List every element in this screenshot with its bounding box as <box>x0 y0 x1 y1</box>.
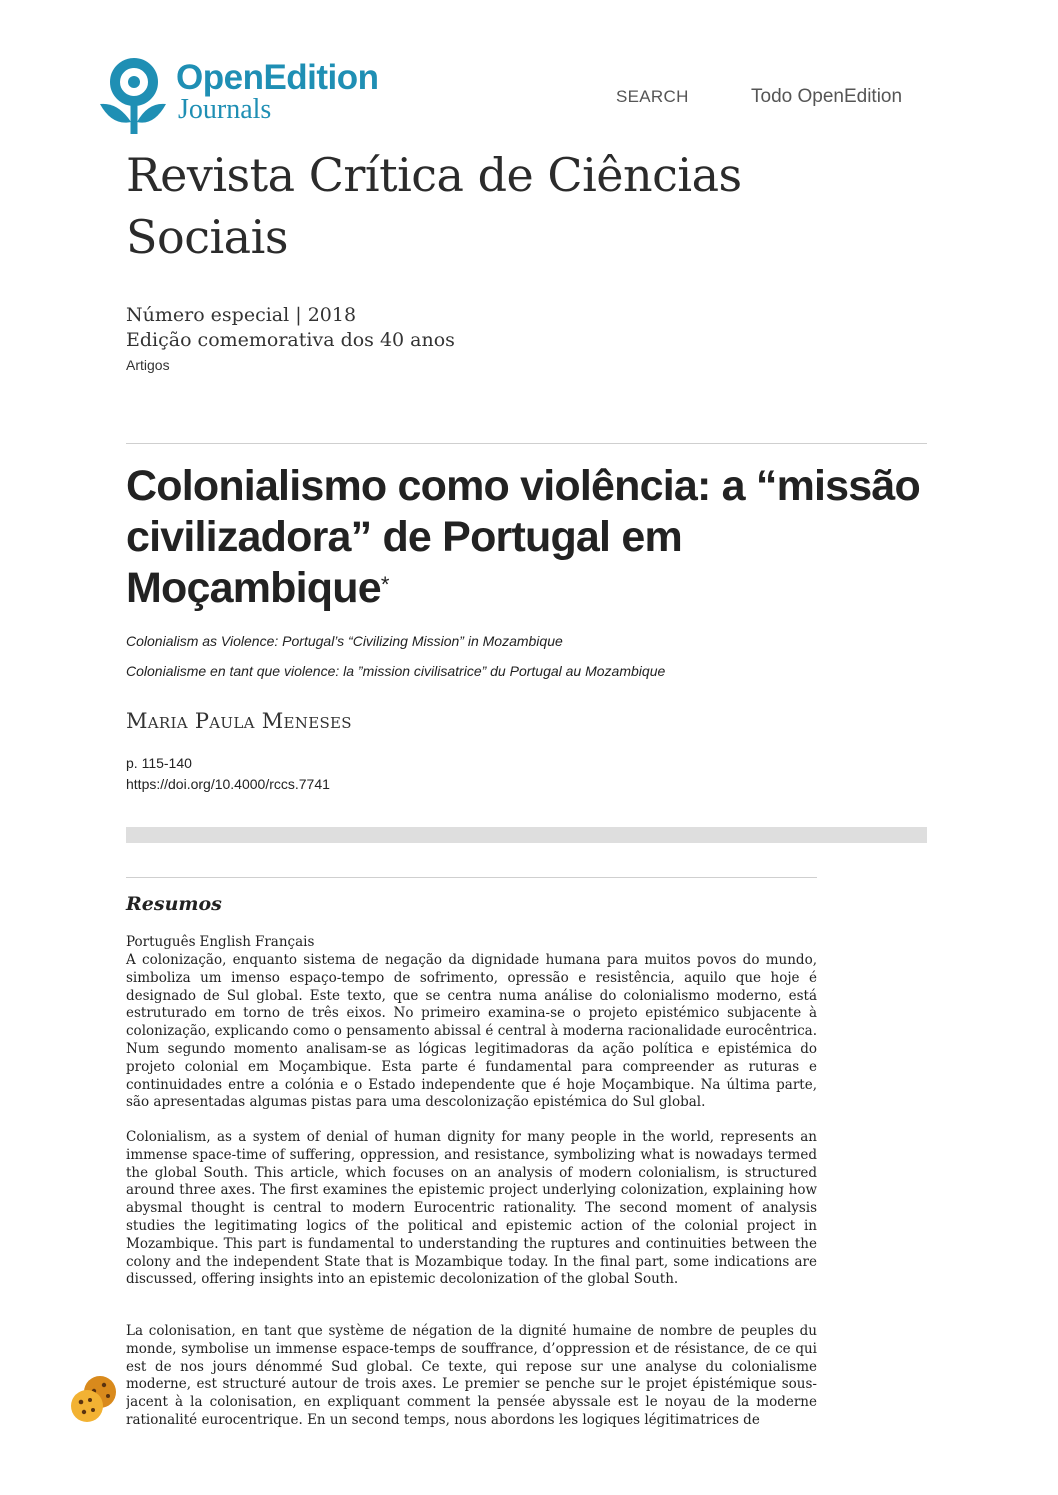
brand-name[interactable]: OpenEdition <box>176 58 379 97</box>
issue-info <box>126 303 455 353</box>
cookie-icon[interactable] <box>68 1374 120 1424</box>
journal-title[interactable]: Revista Crítica de Ciências Sociais <box>126 148 742 264</box>
openedition-logo-icon[interactable] <box>98 58 168 136</box>
nav-all-openedition-link[interactable]: Todo OpenEdition <box>751 86 903 107</box>
article-title <box>126 461 926 614</box>
divider <box>126 877 817 878</box>
lang-link-english[interactable]: English <box>199 934 251 950</box>
doi-link[interactable]: https://doi.org/10.4000/rccs.7741 <box>126 776 330 792</box>
nav-search-link[interactable]: SEARCH <box>616 87 689 106</box>
author-name[interactable]: Maria Paula Meneses <box>126 709 352 733</box>
footnote-mark[interactable]: * <box>380 572 389 597</box>
issue-title[interactable]: Edição comemorativa dos 40 anos <box>126 329 455 351</box>
abstract-language-links <box>126 934 318 950</box>
lang-link-portuguese[interactable]: Português <box>126 934 196 950</box>
issue-number[interactable]: Número especial | 2018 <box>126 304 357 326</box>
section-label[interactable]: Artigos <box>126 357 170 373</box>
brand-subtitle[interactable]: Journals <box>178 94 272 125</box>
abstracts-heading: Resumos <box>126 893 222 915</box>
page-range: p. 115-140 <box>126 755 192 771</box>
abstract-english: Colonialism, as a system of denial of human dignity for many people in the world, represents an immense space-time of suffering, oppression, and resistance, symbolizing what is nowadays termed the global South. This article, which focuses on an analysis of modern colonialism, is structured around three axes. The first examines the epistemic project underlying colonization, explaining how abysmal thought is central to modern Eurocentric rationality. The second moment of analysis studies the legitimating logics of the political and epistemic action of the colonial project in Mozambique. This part is fundamental to understanding the ruptures and continuities between the colony and the independent State that is Mozambique today. In the final part, some indications are discussed, offering insights into an epistemic decolonization of the global South. <box>126 1129 817 1288</box>
alt-title-english: Colonialism as Violence: Portugal’s “Civilizing Mission” in Mozambique <box>126 633 563 649</box>
article-title-text: Colonialismo como violência: a “missão civilizadora” de Portugal em Moçambique <box>126 462 920 612</box>
abstract-french: La colonisation, en tant que système de négation de la dignité humaine de nombre de peuples du monde, symbolise un immense espace-temps de souffrance, d’oppression et de résistance, de ce qui est de nos jours dénommé Sud global. Ce texte, qui repose sur une analyse du colonialisme moderne, est structuré autour de trois axes. Le premier se penche sur le projet épistémique sous-jacent à la colonisation, en expliquant comment la pensée abyssale est le noyau de la moderne rationalité eurocentrique. En un second temps, nous abordons les logiques légitimatrices de <box>126 1323 817 1428</box>
lang-link-french[interactable]: Français <box>254 934 315 950</box>
alt-title-french: Colonialisme en tant que violence: la ”mission civilisatrice” du Portugal au Mozambique <box>126 663 666 679</box>
toolbar-bar <box>126 827 927 843</box>
divider <box>126 443 927 444</box>
abstract-portuguese: A colonização, enquanto sistema de negação da dignidade humana para muitos povos do mundo, simboliza um imenso espaço-tempo de sofrimento, opressão e resistência, aquilo que hoje é designado de Sul global. Este texto, que se centra numa análise do colonialismo moderno, está estruturado em torno de três eixos. No primeiro examina-se o projeto epistémico subjacente à colonização, explicando como o pensamento abissal é central à moderna racionalidade eurocêntrica. Num segundo momento analisam-se as lógicas legitimadoras da ação política e epistémica do projeto colonial em Moçambique. Esta parte é fundamental para compreender as ruturas e continuidades entre a colónia e o Estado independente que é hoje Moçambique. Na última parte, são apresentadas algumas pistas para uma descolonização epistémica do Sul global. <box>126 952 817 1111</box>
